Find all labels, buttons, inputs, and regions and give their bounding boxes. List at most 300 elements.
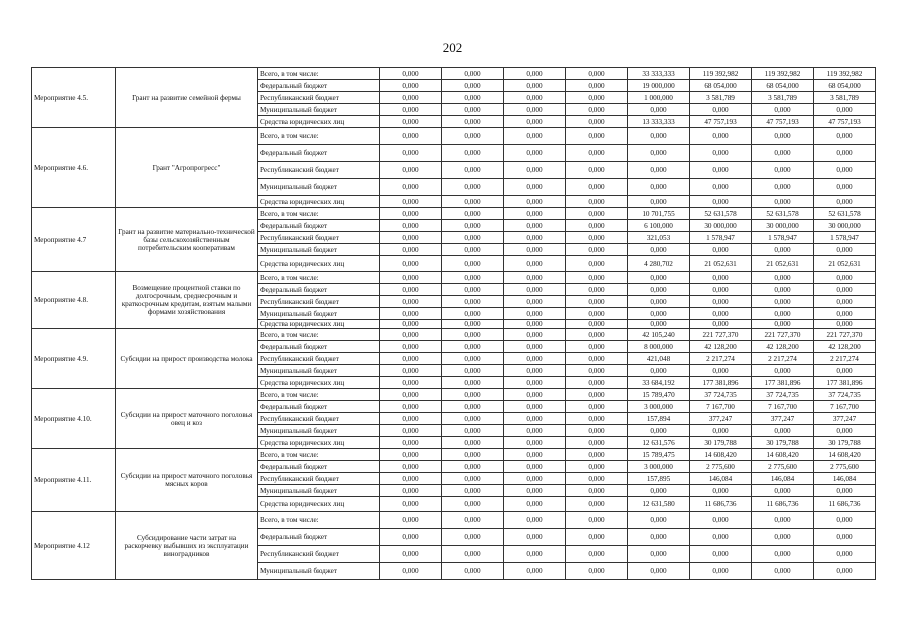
funding-source: Муниципальный бюджет (258, 308, 380, 320)
amount-cell: 42 105,240 (628, 329, 690, 341)
amount-cell: 0,000 (442, 485, 504, 497)
amount-cell: 0,000 (380, 68, 442, 80)
table-row (32, 329, 876, 341)
amount-cell: 0,000 (442, 389, 504, 401)
amount-cell: 1 578,947 (752, 232, 814, 244)
amount-cell: 0,000 (566, 256, 628, 272)
amount-cell: 0,000 (628, 104, 690, 116)
amount-cell: 0,000 (628, 179, 690, 196)
amount-cell: 0,000 (566, 449, 628, 461)
amount-cell: 30 179,788 (752, 437, 814, 449)
amount-cell: 0,000 (504, 244, 566, 256)
amount-cell: 30 179,788 (814, 437, 876, 449)
amount-cell: 0,000 (380, 512, 442, 529)
amount-cell: 0,000 (442, 92, 504, 104)
amount-cell: 0,000 (690, 529, 752, 546)
amount-cell: 0,000 (752, 512, 814, 529)
amount-cell: 30 000,000 (752, 220, 814, 232)
amount-cell: 0,000 (690, 196, 752, 208)
amount-cell: 21 052,631 (752, 256, 814, 272)
amount-cell: 0,000 (504, 104, 566, 116)
table-row (32, 128, 876, 145)
amount-cell: 8 000,000 (628, 341, 690, 353)
amount-cell: 7 167,700 (752, 401, 814, 413)
amount-cell: 0,000 (628, 196, 690, 208)
amount-cell: 0,000 (442, 497, 504, 512)
amount-cell: 0,000 (566, 308, 628, 320)
amount-cell: 157,895 (628, 473, 690, 485)
amount-cell: 0,000 (504, 353, 566, 365)
amount-cell: 0,000 (442, 296, 504, 308)
amount-cell: 0,000 (814, 128, 876, 145)
funding-source: Всего, в том числе: (258, 68, 380, 80)
table-row (32, 512, 876, 529)
amount-cell: 0,000 (504, 208, 566, 220)
amount-cell: 3 000,000 (628, 401, 690, 413)
amount-cell: 0,000 (814, 196, 876, 208)
funding-source: Республиканский бюджет (258, 92, 380, 104)
funding-source: Средства юридических лиц (258, 497, 380, 512)
amount-cell: 177 381,896 (690, 377, 752, 389)
amount-cell: 0,000 (566, 244, 628, 256)
amount-cell: 0,000 (690, 128, 752, 145)
amount-cell: 0,000 (380, 563, 442, 580)
amount-cell: 321,053 (628, 232, 690, 244)
amount-cell: 377,247 (814, 413, 876, 425)
amount-cell: 0,000 (504, 449, 566, 461)
amount-cell: 30 179,788 (690, 437, 752, 449)
amount-cell: 0,000 (752, 320, 814, 329)
amount-cell: 42 128,200 (690, 341, 752, 353)
amount-cell: 0,000 (380, 341, 442, 353)
funding-source: Республиканский бюджет (258, 232, 380, 244)
amount-cell: 47 757,193 (752, 116, 814, 128)
measure-label: Мероприятие 4.10. (32, 389, 116, 449)
amount-cell: 0,000 (380, 145, 442, 162)
amount-cell: 12 631,580 (628, 497, 690, 512)
amount-cell: 0,000 (504, 413, 566, 425)
amount-cell: 0,000 (566, 145, 628, 162)
amount-cell: 52 631,578 (814, 208, 876, 220)
amount-cell: 37 724,735 (752, 389, 814, 401)
measure-title: Грант на развитие семейной фермы (116, 68, 258, 128)
amount-cell: 0,000 (504, 256, 566, 272)
amount-cell: 14 608,420 (814, 449, 876, 461)
amount-cell: 0,000 (752, 529, 814, 546)
amount-cell: 0,000 (442, 461, 504, 473)
amount-cell: 0,000 (380, 256, 442, 272)
amount-cell: 0,000 (814, 104, 876, 116)
amount-cell: 0,000 (690, 284, 752, 296)
measure-label: Мероприятие 4.5. (32, 68, 116, 128)
page-number: 202 (442, 40, 463, 55)
amount-cell: 0,000 (566, 80, 628, 92)
amount-cell: 0,000 (690, 563, 752, 580)
table-row (32, 68, 876, 80)
amount-cell: 0,000 (814, 529, 876, 546)
amount-cell: 0,000 (380, 308, 442, 320)
amount-cell: 68 054,000 (690, 80, 752, 92)
amount-cell: 0,000 (442, 208, 504, 220)
amount-cell: 0,000 (752, 546, 814, 563)
amount-cell: 21 052,631 (690, 256, 752, 272)
amount-cell: 0,000 (504, 296, 566, 308)
amount-cell: 0,000 (504, 179, 566, 196)
amount-cell: 0,000 (752, 272, 814, 284)
amount-cell: 0,000 (504, 437, 566, 449)
amount-cell: 0,000 (690, 272, 752, 284)
amount-cell: 0,000 (380, 104, 442, 116)
funding-source: Республиканский бюджет (258, 473, 380, 485)
amount-cell: 0,000 (690, 546, 752, 563)
amount-cell: 146,084 (752, 473, 814, 485)
table-row (32, 449, 876, 461)
amount-cell: 1 578,947 (814, 232, 876, 244)
amount-cell: 0,000 (566, 116, 628, 128)
amount-cell: 0,000 (442, 128, 504, 145)
amount-cell: 0,000 (566, 401, 628, 413)
amount-cell: 0,000 (752, 284, 814, 296)
measure-label: Мероприятие 4.11. (32, 449, 116, 512)
amount-cell: 0,000 (442, 449, 504, 461)
amount-cell: 0,000 (752, 308, 814, 320)
amount-cell: 0,000 (380, 128, 442, 145)
amount-cell: 0,000 (566, 413, 628, 425)
amount-cell: 0,000 (380, 353, 442, 365)
amount-cell: 0,000 (814, 244, 876, 256)
funding-source: Республиканский бюджет (258, 546, 380, 563)
funding-source: Всего, в том числе: (258, 389, 380, 401)
funding-source: Всего, в том числе: (258, 272, 380, 284)
amount-cell: 0,000 (442, 512, 504, 529)
amount-cell: 0,000 (752, 485, 814, 497)
amount-cell: 0,000 (442, 546, 504, 563)
amount-cell: 0,000 (628, 162, 690, 179)
amount-cell: 0,000 (380, 179, 442, 196)
amount-cell: 0,000 (442, 104, 504, 116)
amount-cell: 0,000 (504, 546, 566, 563)
amount-cell: 0,000 (566, 68, 628, 80)
amount-cell: 0,000 (566, 377, 628, 389)
funding-source: Федеральный бюджет (258, 80, 380, 92)
amount-cell: 0,000 (504, 473, 566, 485)
amount-cell: 0,000 (442, 401, 504, 413)
amount-cell: 52 631,578 (752, 208, 814, 220)
measure-label: Мероприятие 4.9. (32, 329, 116, 389)
amount-cell: 21 052,631 (814, 256, 876, 272)
amount-cell: 14 608,420 (752, 449, 814, 461)
amount-cell: 0,000 (380, 365, 442, 377)
amount-cell: 177 381,896 (752, 377, 814, 389)
amount-cell: 0,000 (752, 244, 814, 256)
funding-source: Федеральный бюджет (258, 461, 380, 473)
amount-cell: 7 167,700 (690, 401, 752, 413)
amount-cell: 0,000 (504, 329, 566, 341)
amount-cell: 0,000 (566, 546, 628, 563)
amount-cell: 0,000 (566, 162, 628, 179)
measure-label: Мероприятие 4.6. (32, 128, 116, 208)
funding-source: Федеральный бюджет (258, 341, 380, 353)
funding-source: Средства юридических лиц (258, 320, 380, 329)
amount-cell: 0,000 (690, 296, 752, 308)
amount-cell: 421,048 (628, 353, 690, 365)
amount-cell: 0,000 (442, 256, 504, 272)
amount-cell: 0,000 (504, 377, 566, 389)
amount-cell: 2 217,274 (814, 353, 876, 365)
amount-cell: 0,000 (504, 512, 566, 529)
amount-cell: 4 280,702 (628, 256, 690, 272)
amount-cell: 0,000 (504, 485, 566, 497)
table-row (32, 389, 876, 401)
amount-cell: 157,894 (628, 413, 690, 425)
funding-source: Федеральный бюджет (258, 529, 380, 546)
amount-cell: 0,000 (380, 196, 442, 208)
amount-cell: 0,000 (442, 68, 504, 80)
amount-cell: 0,000 (628, 296, 690, 308)
amount-cell: 0,000 (380, 377, 442, 389)
amount-cell: 0,000 (814, 179, 876, 196)
amount-cell: 0,000 (814, 296, 876, 308)
amount-cell: 19 000,000 (628, 80, 690, 92)
amount-cell: 0,000 (814, 365, 876, 377)
amount-cell: 10 701,755 (628, 208, 690, 220)
amount-cell: 30 000,000 (690, 220, 752, 232)
amount-cell: 0,000 (566, 232, 628, 244)
amount-cell: 2 775,600 (752, 461, 814, 473)
amount-cell: 0,000 (566, 284, 628, 296)
measure-title: Субсидии на прирост маточного поголовья овец и коз (116, 389, 258, 449)
amount-cell: 0,000 (814, 145, 876, 162)
amount-cell: 0,000 (442, 341, 504, 353)
amount-cell: 3 000,000 (628, 461, 690, 473)
amount-cell: 0,000 (752, 145, 814, 162)
funding-source: Средства юридических лиц (258, 116, 380, 128)
amount-cell: 0,000 (814, 563, 876, 580)
amount-cell: 0,000 (814, 546, 876, 563)
amount-cell: 0,000 (380, 485, 442, 497)
amount-cell: 0,000 (442, 145, 504, 162)
amount-cell: 0,000 (380, 461, 442, 473)
amount-cell: 0,000 (752, 365, 814, 377)
amount-cell: 0,000 (504, 529, 566, 546)
amount-cell: 177 381,896 (814, 377, 876, 389)
amount-cell: 0,000 (628, 546, 690, 563)
budget-table (31, 67, 876, 580)
amount-cell: 0,000 (504, 341, 566, 353)
amount-cell: 0,000 (814, 512, 876, 529)
amount-cell: 0,000 (442, 473, 504, 485)
amount-cell: 0,000 (566, 365, 628, 377)
amount-cell: 0,000 (628, 485, 690, 497)
funding-source: Всего, в том числе: (258, 208, 380, 220)
amount-cell: 0,000 (442, 196, 504, 208)
amount-cell: 37 724,735 (690, 389, 752, 401)
amount-cell: 0,000 (814, 272, 876, 284)
amount-cell: 0,000 (814, 308, 876, 320)
amount-cell: 42 128,200 (814, 341, 876, 353)
amount-cell: 0,000 (690, 425, 752, 437)
amount-cell: 0,000 (380, 162, 442, 179)
amount-cell: 0,000 (380, 449, 442, 461)
amount-cell: 30 000,000 (814, 220, 876, 232)
amount-cell: 12 631,576 (628, 437, 690, 449)
amount-cell: 11 686,736 (752, 497, 814, 512)
amount-cell: 0,000 (504, 365, 566, 377)
amount-cell: 0,000 (566, 92, 628, 104)
funding-source: Средства юридических лиц (258, 256, 380, 272)
amount-cell: 0,000 (380, 208, 442, 220)
amount-cell: 3 581,789 (814, 92, 876, 104)
amount-cell: 0,000 (566, 529, 628, 546)
amount-cell: 0,000 (504, 145, 566, 162)
amount-cell: 0,000 (752, 296, 814, 308)
amount-cell: 47 757,193 (690, 116, 752, 128)
amount-cell: 0,000 (752, 563, 814, 580)
amount-cell: 0,000 (566, 296, 628, 308)
amount-cell: 0,000 (566, 220, 628, 232)
amount-cell: 0,000 (504, 272, 566, 284)
amount-cell: 0,000 (690, 244, 752, 256)
amount-cell: 0,000 (814, 425, 876, 437)
amount-cell: 0,000 (380, 529, 442, 546)
amount-cell: 0,000 (442, 529, 504, 546)
amount-cell: 0,000 (504, 461, 566, 473)
amount-cell: 0,000 (566, 437, 628, 449)
amount-cell: 0,000 (504, 220, 566, 232)
amount-cell: 0,000 (814, 162, 876, 179)
amount-cell: 0,000 (690, 320, 752, 329)
funding-source: Всего, в том числе: (258, 449, 380, 461)
amount-cell: 0,000 (814, 320, 876, 329)
amount-cell: 0,000 (628, 425, 690, 437)
amount-cell: 0,000 (442, 162, 504, 179)
measure-title: Грант на развитие материально-технической базы сельскохозяйственным потребительским кооперативам (116, 208, 258, 272)
amount-cell: 0,000 (566, 563, 628, 580)
amount-cell: 0,000 (442, 116, 504, 128)
amount-cell: 0,000 (380, 80, 442, 92)
amount-cell: 0,000 (690, 104, 752, 116)
funding-source: Федеральный бюджет (258, 145, 380, 162)
amount-cell: 0,000 (690, 179, 752, 196)
amount-cell: 0,000 (814, 485, 876, 497)
amount-cell: 11 686,736 (690, 497, 752, 512)
amount-cell: 0,000 (504, 80, 566, 92)
amount-cell: 0,000 (566, 196, 628, 208)
measure-label: Мероприятие 4.12 (32, 512, 116, 580)
funding-source: Республиканский бюджет (258, 296, 380, 308)
amount-cell: 1 000,000 (628, 92, 690, 104)
amount-cell: 0,000 (628, 128, 690, 145)
amount-cell: 0,000 (814, 284, 876, 296)
amount-cell: 0,000 (380, 425, 442, 437)
amount-cell: 0,000 (442, 563, 504, 580)
amount-cell: 0,000 (504, 68, 566, 80)
amount-cell: 0,000 (566, 461, 628, 473)
amount-cell: 2 775,600 (690, 461, 752, 473)
amount-cell: 0,000 (380, 437, 442, 449)
amount-cell: 0,000 (442, 353, 504, 365)
amount-cell: 146,084 (690, 473, 752, 485)
amount-cell: 0,000 (504, 92, 566, 104)
amount-cell: 377,247 (752, 413, 814, 425)
amount-cell: 119 392,982 (752, 68, 814, 80)
measure-title: Субсидии на прирост маточного поголовья мясных коров (116, 449, 258, 512)
amount-cell: 0,000 (442, 329, 504, 341)
amount-cell: 0,000 (752, 162, 814, 179)
amount-cell: 0,000 (380, 413, 442, 425)
amount-cell: 0,000 (504, 389, 566, 401)
amount-cell: 42 128,200 (752, 341, 814, 353)
amount-cell: 146,084 (814, 473, 876, 485)
amount-cell: 0,000 (442, 244, 504, 256)
amount-cell: 0,000 (442, 365, 504, 377)
amount-cell: 0,000 (566, 179, 628, 196)
amount-cell: 0,000 (504, 116, 566, 128)
amount-cell: 0,000 (380, 220, 442, 232)
amount-cell: 0,000 (442, 320, 504, 329)
amount-cell: 0,000 (566, 425, 628, 437)
amount-cell: 0,000 (380, 284, 442, 296)
funding-source: Всего, в том числе: (258, 512, 380, 529)
amount-cell: 11 686,736 (814, 497, 876, 512)
amount-cell: 0,000 (628, 244, 690, 256)
funding-source: Муниципальный бюджет (258, 179, 380, 196)
funding-source: Федеральный бюджет (258, 220, 380, 232)
funding-source: Республиканский бюджет (258, 353, 380, 365)
amount-cell: 0,000 (442, 80, 504, 92)
amount-cell: 6 100,000 (628, 220, 690, 232)
amount-cell: 0,000 (690, 145, 752, 162)
amount-cell: 0,000 (380, 473, 442, 485)
amount-cell: 0,000 (504, 320, 566, 329)
measure-title: Возмещение процентной ставки по долгосрочным, среднесрочным и краткосрочным кредитам, взятым малыми формами хозяйствования (116, 272, 258, 329)
funding-source: Федеральный бюджет (258, 284, 380, 296)
funding-source: Муниципальный бюджет (258, 563, 380, 580)
amount-cell: 0,000 (752, 179, 814, 196)
amount-cell: 13 333,333 (628, 116, 690, 128)
amount-cell: 0,000 (380, 244, 442, 256)
amount-cell: 0,000 (566, 272, 628, 284)
amount-cell: 15 789,475 (628, 449, 690, 461)
amount-cell: 0,000 (442, 425, 504, 437)
amount-cell: 0,000 (380, 546, 442, 563)
amount-cell: 33 684,192 (628, 377, 690, 389)
amount-cell: 0,000 (380, 329, 442, 341)
amount-cell: 7 167,700 (814, 401, 876, 413)
funding-source: Республиканский бюджет (258, 162, 380, 179)
amount-cell: 0,000 (566, 320, 628, 329)
amount-cell: 0,000 (690, 308, 752, 320)
amount-cell: 68 054,000 (814, 80, 876, 92)
amount-cell: 0,000 (442, 232, 504, 244)
funding-source: Средства юридических лиц (258, 437, 380, 449)
amount-cell: 2 217,274 (690, 353, 752, 365)
amount-cell: 0,000 (380, 389, 442, 401)
amount-cell: 0,000 (566, 389, 628, 401)
amount-cell: 0,000 (628, 365, 690, 377)
funding-source: Средства юридических лиц (258, 196, 380, 208)
amount-cell: 0,000 (628, 308, 690, 320)
amount-cell: 0,000 (752, 128, 814, 145)
amount-cell: 0,000 (628, 272, 690, 284)
amount-cell: 0,000 (752, 425, 814, 437)
amount-cell: 3 581,789 (690, 92, 752, 104)
table-row (32, 208, 876, 220)
amount-cell: 0,000 (380, 320, 442, 329)
amount-cell: 0,000 (380, 92, 442, 104)
amount-cell: 0,000 (380, 232, 442, 244)
funding-source: Муниципальный бюджет (258, 485, 380, 497)
